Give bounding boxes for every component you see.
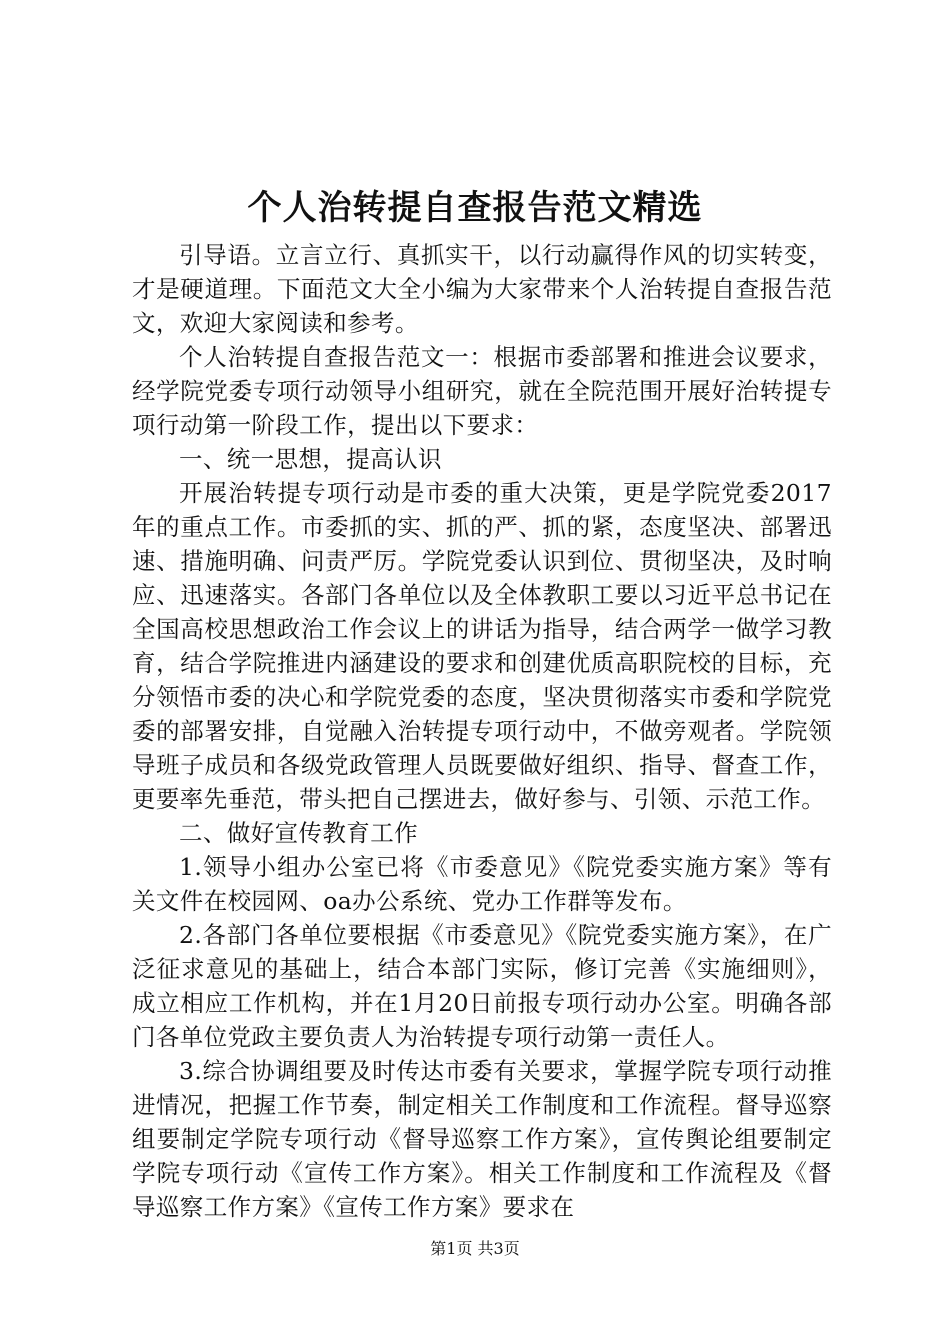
list-item-2: 2.各部门各单位要根据《市委意见》《院党委实施方案》，在广泛征求意见的基础上，结合本部门实际，修订完善《实施细则》，成立相应工作机构，并在1月20日前报专项行动办公室。明确各部门各单位党政主要负责人为治转提专项行动第一责任人。 <box>132 921 832 1051</box>
list-item-3: 3.综合协调组要及时传达市委有关要求，掌握学院专项行动推进情况，把握工作节奏，制定相关工作制度和工作流程。督导巡察组要制定学院专项行动《督导巡察工作方案》，宣传舆论组要制定学院专项行动《宣传工作方案》。相关工作制度和工作流程及《督导巡察工作方案》《宣传工作方案》要求在 <box>132 1057 832 1221</box>
section-heading-two: 二、做好宣传教育工作 <box>179 819 418 847</box>
list-item-1: 1.领导小组办公室已将《市委意见》《院党委实施方案》等有关文件在校园网、oa办公系统、党办工作群等发布。 <box>132 853 832 915</box>
document-title: 个人治转提自查报告范文精选 <box>247 188 703 228</box>
intro-paragraph: 引导语。立言立行、真抓实干，以行动赢得作风的切实转变，才是硬道理。下面范文大全小编为大家带来个人治转提自查报告范文，欢迎大家阅读和参考。 <box>132 241 832 337</box>
document-body <box>132 238 832 1224</box>
section-one-paragraph: 开展治转提专项行动是市委的重大决策，更是学院党委2017年的重点工作。市委抓的实、抓的严、抓的紧，态度坚决、部署迅速、措施明确、问责严厉。学院党委认识到位、贯彻坚决，及时响应、迅速落实。各部门各单位以及全体教职工要以习近平总书记在全国高校思想政治工作会议上的讲话为指导，结合两学一做学习教育，结合学院推进内涵建设的要求和创建优质高职院校的目标，充分领悟市委的决心和学院党委的态度，坚决贯彻落实市委和学院党委的部署安排，自觉融入治转提专项行动中，不做旁观者。学院领导班子成员和各级党政管理人员既要做好组织、指导、督查工作，更要率先垂范，带头把自己摆进去，做好参与、引领、示范工作。 <box>132 479 832 813</box>
page-number-footer: 第1页 共3页 <box>430 1239 520 1258</box>
sample-one-opening-paragraph: 个人治转提自查报告范文一：根据市委部署和推进会议要求，经学院党委专项行动领导小组研究，就在全院范围开展好治转提专项行动第一阶段工作，提出以下要求： <box>132 343 832 439</box>
section-heading-one: 一、统一思想，提高认识 <box>179 445 442 473</box>
